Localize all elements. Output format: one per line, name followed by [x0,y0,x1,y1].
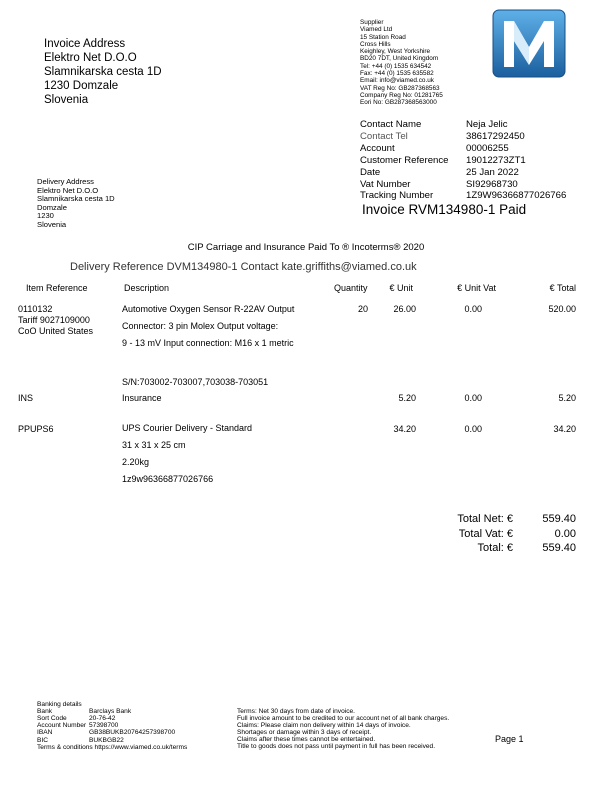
invoice-address-line: Slamnikarska cesta 1D [44,66,162,78]
contact-value: 00006255 [466,142,509,154]
totals-labels [420,512,513,556]
supplier-line: Fax: +44 (0) 1535 635582 [360,70,434,78]
contact-label: Contact Name [360,119,422,130]
row-total: 34.20 [553,424,576,434]
header-description: Description [124,283,170,293]
invoice-address-line: Elektro Net D.O.O [44,52,137,64]
item-reference: 0110132 [18,304,53,314]
supplier-line: Email: info@viamed.co.uk [360,77,434,85]
contact-value: Neja Jelic [466,119,508,130]
row-unit-vat: 0.00 [464,424,482,434]
row-unit: 26.00 [393,304,416,314]
total-vat-value: 0.00 [554,527,576,540]
contact-value: 38617292450 [466,130,525,142]
item-reference: PPUPS6 [18,424,54,434]
supplier-line: Supplier [360,19,384,26]
contact-label: Date [360,166,381,178]
terms-line: Full invoice amount to be credited to our account net of all bank charges. [237,715,450,723]
description-line: Automotive Oxygen Sensor R-22AV Output [122,304,295,314]
banking-value: 20-76-42 [89,715,116,723]
invoice-title: Invoice RVM134980-1 Paid [362,202,527,217]
item-coo: CoO United States [18,325,94,336]
total-value: 559.40 [542,542,576,554]
description-line: 9 - 13 mV Input connection: M16 x 1 metric [122,338,294,348]
terms-line: Claims: Please claim non delivery within 14 days of invoice. [237,722,411,730]
total-net-value: 559.40 [542,513,576,525]
table-row-description [122,301,294,352]
row-unit-vat: 0.00 [464,304,482,314]
banking-label: BIC [37,736,48,744]
row-total: 5.20 [558,393,576,403]
banking-details [37,701,227,761]
total-vat-label: Total Vat: € [458,527,513,540]
header-total: € Total [549,283,576,293]
description-line: Insurance [122,393,162,403]
supplier-line: Cross Hills [360,40,391,48]
header-quantity: Quantity [334,283,368,293]
supplier-line: Keighley, West Yorkshire [360,48,431,56]
total-label: Total: € [477,542,513,554]
contact-label: Tracking Number [360,190,434,202]
supplier-line: Company Reg No: 01281765 [360,91,443,99]
delivery-address-line: 1230 [37,211,54,221]
supplier-details [360,19,443,107]
supplier-line: 15 Station Road [360,33,406,41]
description-line: 1z9w96366877026766 [122,474,214,484]
banking-row [37,729,227,736]
supplier-line: Eori No: GB287368563000 [360,99,437,107]
row-quantity: 20 [357,304,368,314]
terms-line: Claims after these times cannot be entertained. [237,736,376,744]
description-line: Connector: 3 pin Molex Output voltage: [122,321,279,331]
page-number: Page 1 [495,734,524,744]
banking-heading: Banking details [37,701,82,708]
banking-value: 57398700 [89,722,119,730]
supplier-line: Viamed Ltd [360,26,393,34]
item-tariff: Tariff 9027109000 [18,314,90,325]
invoice-address-heading: Invoice Address [44,38,126,50]
banking-row [37,722,227,729]
banking-row [37,737,227,744]
contact-label: Vat Number [360,178,411,190]
supplier-line: BD20 7DT, United Kingdom [360,55,439,63]
delivery-address-line: Slovenia [37,219,67,229]
invoice-address [44,37,162,107]
description-serials: S/N:703002-703007,703038-703051 [122,377,269,387]
banking-row [37,708,227,715]
terms-line: Title to goods does not pass until payment in full has been received. [237,743,436,751]
terms-line: Shortages or damage within 3 days of receipt. [237,729,372,737]
description-line: 31 x 31 x 25 cm [122,440,186,450]
terms-link[interactable]: Terms & conditions https://www.viamed.co.uk/terms [37,743,188,751]
header-unit-vat: € Unit Vat [457,283,496,293]
totals-values [520,512,576,556]
viamed-logo-icon [492,9,566,78]
table-row-item [18,304,93,336]
banking-row [37,715,227,722]
banking-value: Barclays Bank [89,708,132,716]
row-unit-vat: 0.00 [464,393,482,403]
description-line: 2.20kg [122,457,150,467]
header-item-reference: Item Reference [26,283,88,293]
row-total: 520.00 [548,304,576,314]
supplier-line: VAT Reg No: GB287368563 [360,84,440,92]
contact-value: SI92968730 [466,178,518,190]
banking-value: GB38BUKB20764257398700 [89,729,176,737]
delivery-address-line: Domzale [37,202,67,212]
row-unit: 34.20 [393,424,416,434]
payment-terms [237,708,449,751]
terms-line: Terms: Net 30 days from date of invoice. [237,708,356,715]
contact-label: Account [360,142,395,154]
row-unit: 5.20 [398,393,416,403]
contact-value: 1Z9W96366877026766 [466,190,567,202]
table-row-description [122,420,252,488]
total-net-label: Total Net: € [457,513,513,525]
contact-value: 19012273ZT1 [466,154,526,166]
delivery-address [37,178,115,230]
delivery-address-line: Delivery Address [37,177,94,186]
banking-value: BUKBGB22 [89,736,124,744]
invoice-address-line: 1230 Domzale [44,80,119,92]
delivery-reference: Delivery Reference DVM134980-1 Contact kate.griffiths@viamed.co.uk [70,261,417,273]
contact-value: 25 Jan 2022 [466,166,519,178]
delivery-address-line: Elektro Net D.O.O [37,185,99,195]
supplier-line: Tel: +44 (0) 1535 634542 [360,62,432,70]
banking-label: IBAN [37,729,53,737]
incoterms-line: CIP Carriage and Insurance Paid To ® Incoterms® 2020 [187,242,425,253]
contact-label: Customer Reference [360,154,449,166]
invoice-address-line: Slovenia [44,94,89,106]
banking-label: Account Number [37,722,87,730]
description-line: UPS Courier Delivery - Standard [122,423,253,433]
contact-details [360,119,580,203]
item-reference: INS [18,393,34,403]
header-unit: € Unit [389,283,413,293]
delivery-address-line: Slamnikarska cesta 1D [37,194,115,204]
banking-label: Bank [37,708,53,716]
contact-label: Contact Tel [360,130,408,142]
banking-label: Sort Code [37,715,67,723]
